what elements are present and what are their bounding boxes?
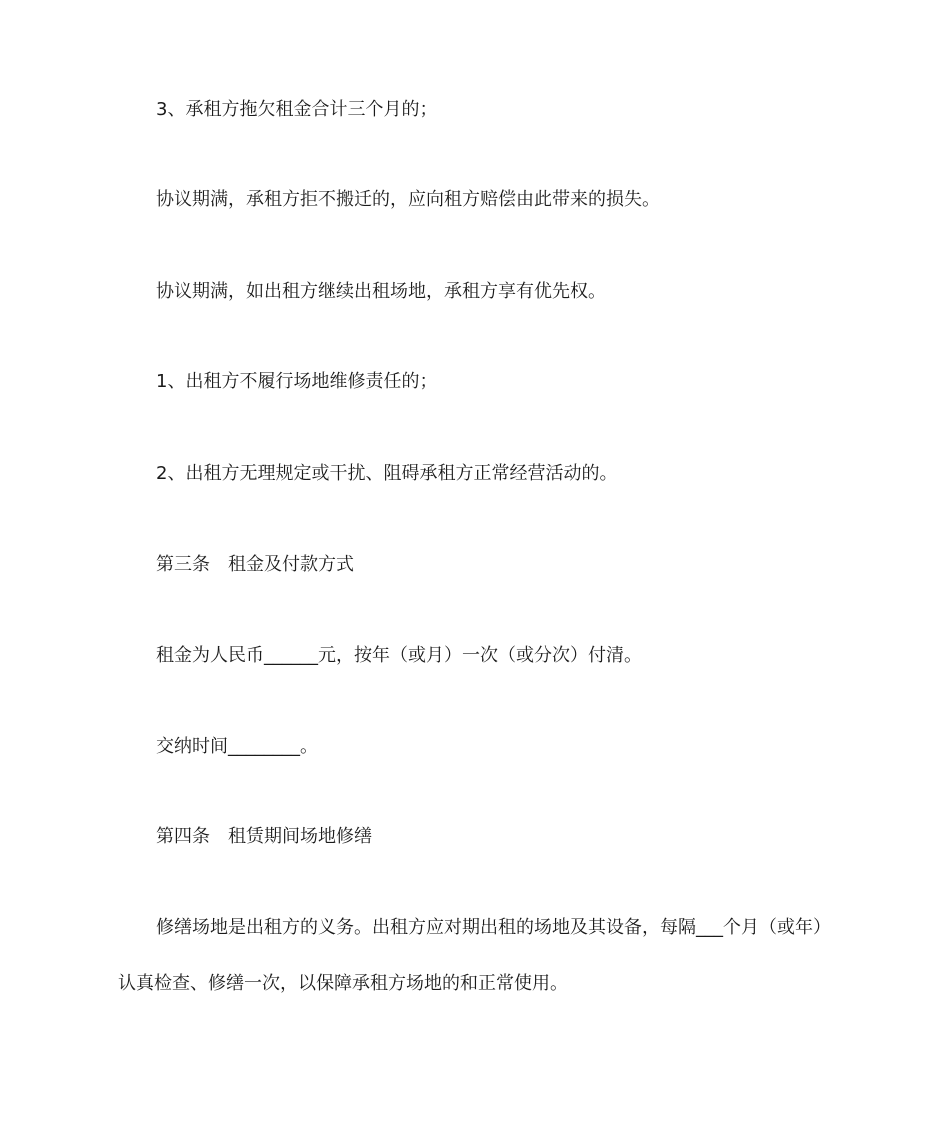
paragraph-maintenance-duty: 1、出租方不履行场地维修责任的； xyxy=(156,371,438,392)
section-heading-article-4: 第四条 租赁期间场地修缮 xyxy=(156,826,372,847)
paragraph-rent-amount: 租金为人民币______元，按年（或月）一次（或分次）付清。 xyxy=(156,645,642,666)
paragraph-repair-obligation: 修缮场地是出租方的义务。出租方应对期出租的场地及其设备，每隔___个月（或年）认真检查、修缮一次，以保障承租方场地的和正常使用。 xyxy=(118,917,831,994)
paragraph-interference: 2、出租方无理规定或干扰、阻碍承租方正常经营活动的。 xyxy=(156,463,618,484)
paragraph-relocation-compensation: 协议期满，承租方拒不搬迁的，应向租方赔偿由此带来的损失。 xyxy=(156,189,660,210)
paragraph-clause-3: 3、承租方拖欠租金合计三个月的； xyxy=(156,99,438,120)
paragraph-priority-right: 协议期满，如出租方继续出租场地，承租方享有优先权。 xyxy=(156,281,606,302)
paragraph-payment-time: 交纳时间________。 xyxy=(156,736,318,757)
section-heading-article-3: 第三条 租金及付款方式 xyxy=(156,554,354,575)
